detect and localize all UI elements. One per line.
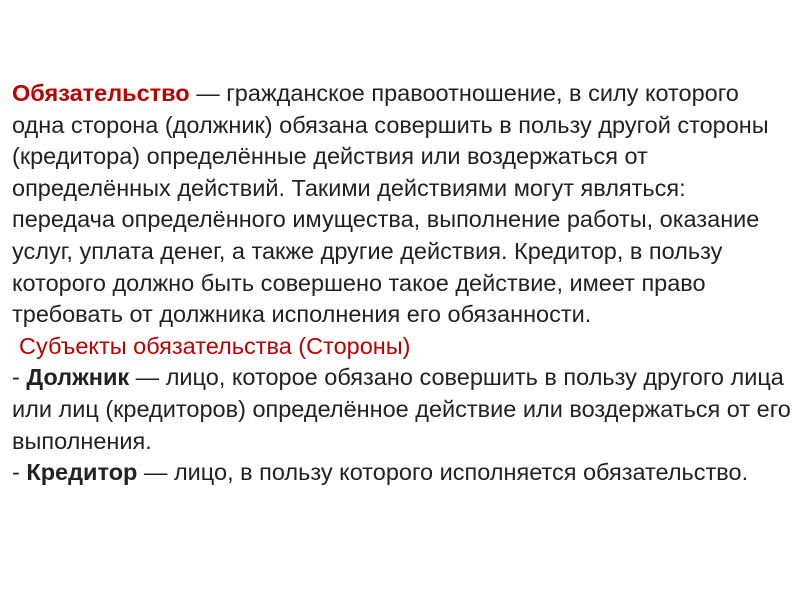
debtor-term: Должник	[26, 364, 130, 391]
definition-text: — гражданское правоотношение, в силу которого одна сторона (должник) обязана совершить в пользу другой стороны (кредитора) определённые действия или воздержаться от определённых действий. Такими действиями могут являться: передача определённого имущества, выполнение работы, оказание услуг, уплата денег, а также другие действия. Кредитор, в пользу которого должно быть совершено такое действие, имеет право требовать от должника исполнения его обязанности.	[12, 80, 769, 328]
creditor-prefix: -	[12, 459, 27, 486]
debtor-prefix: -	[12, 364, 27, 391]
creditor-text: — лицо, в пользу которого исполняется обязательство.	[137, 459, 749, 486]
debtor-text: — лицо, которое обязано совершить в пользу другого лица или лиц (кредиторов) определённое действие или воздержаться от его выполнения.	[12, 364, 791, 454]
creditor-term: Кредитор	[26, 459, 138, 486]
subjects-heading: Субъекты обязательства (Стороны)	[19, 332, 411, 359]
slide-text	[12, 78, 794, 489]
creditor-paragraph	[12, 457, 794, 489]
definition-paragraph	[12, 78, 794, 331]
definition-term: Обязательство	[12, 80, 190, 106]
debtor-paragraph	[12, 362, 794, 457]
